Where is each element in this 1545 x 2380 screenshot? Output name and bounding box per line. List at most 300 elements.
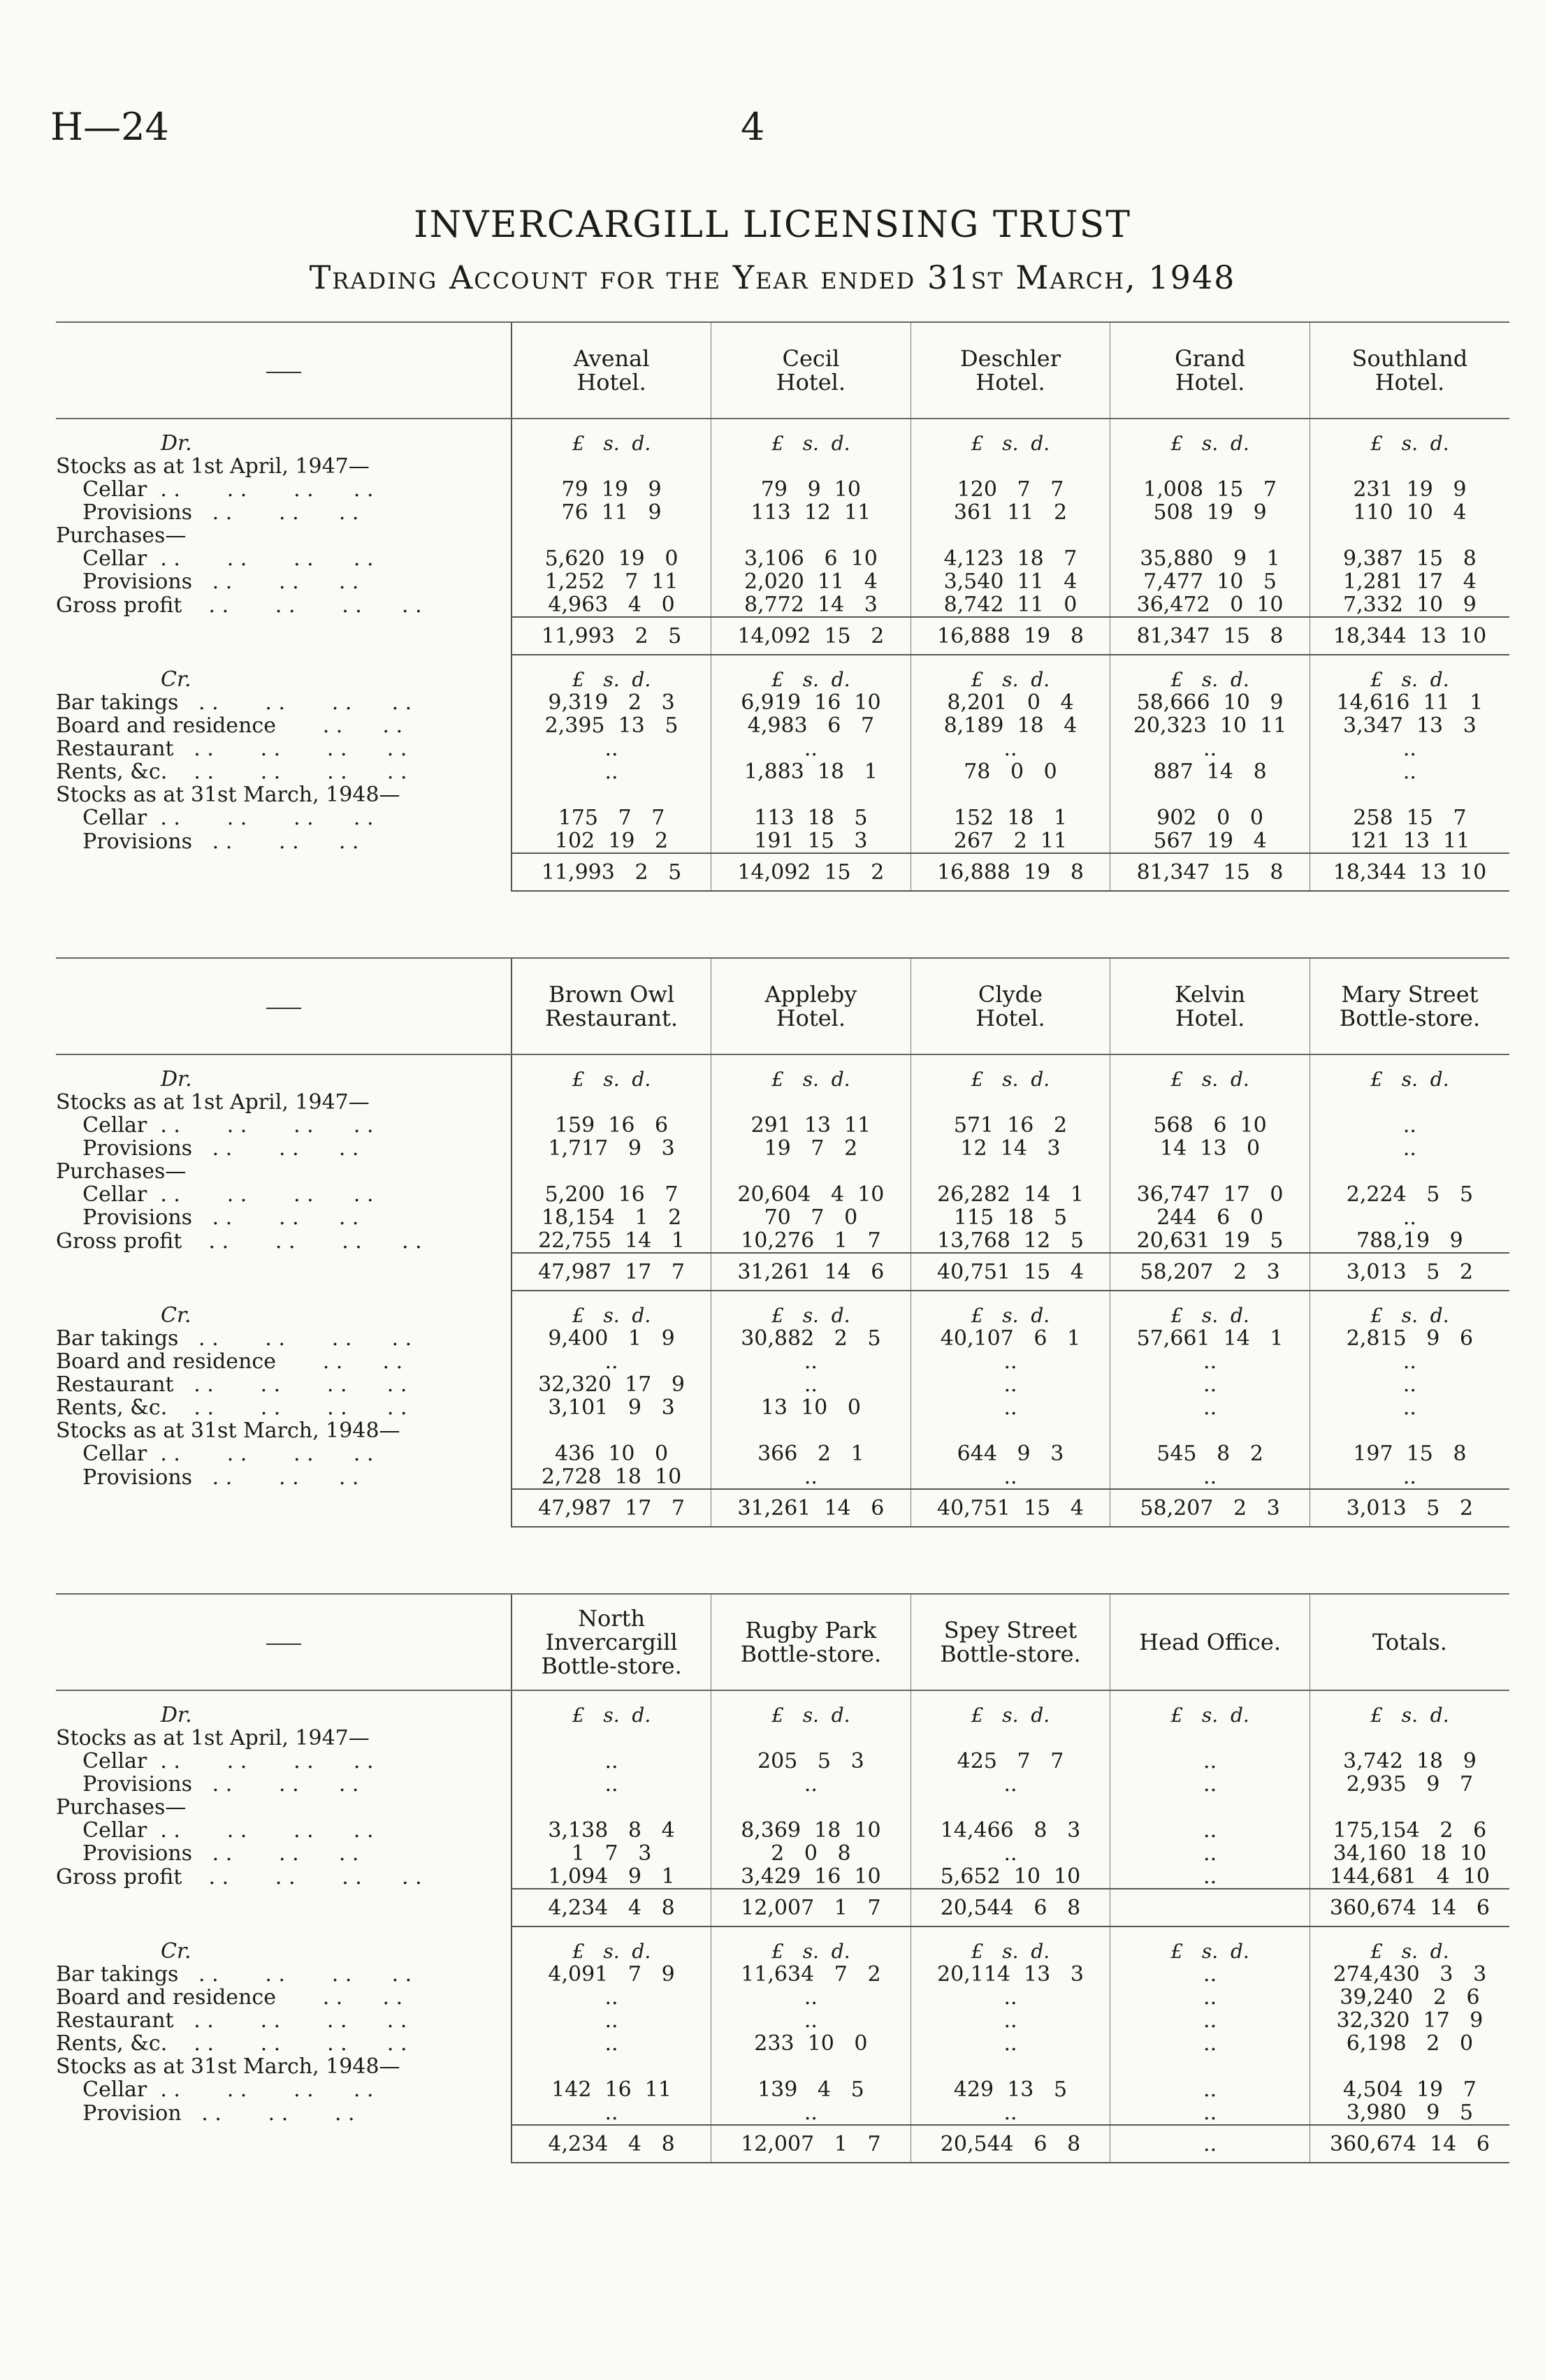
amount-cell: £ s. d. — [1310, 1068, 1509, 1091]
amount-cell: 3,101 9 3 — [512, 1396, 711, 1419]
credit-row — [56, 714, 1509, 737]
credit-heading-row — [56, 1940, 1509, 1963]
amount-cell — [512, 1796, 711, 1819]
amount-cell: 568 6 10 — [1110, 1114, 1310, 1137]
amount-cell: 20,323 10 11 — [1110, 714, 1310, 737]
amount-cell: £ s. d. — [1110, 1704, 1310, 1727]
amount-cell: £ s. d. — [1310, 432, 1509, 455]
amount-cell: 6,198 2 0 — [1310, 2032, 1509, 2055]
amount-cell: 887 14 8 — [1110, 760, 1310, 783]
debit-row — [56, 1160, 1509, 1183]
amount-cell: .. — [1110, 2032, 1310, 2055]
amount-cell — [711, 419, 911, 432]
amount-cell: £ s. d. — [1110, 1068, 1310, 1091]
amount-cell: 110 10 4 — [1310, 501, 1509, 524]
amount-cell: £ s. d. — [911, 1704, 1110, 1727]
amount-cell: 258 15 7 — [1310, 806, 1509, 829]
amount-cell: 120 7 7 — [911, 478, 1110, 501]
amount-cell: 13,768 12 5 — [911, 1229, 1110, 1253]
amount-cell: 291 13 11 — [711, 1114, 911, 1137]
amount-cell — [512, 1927, 711, 1940]
amount-cell — [1310, 1927, 1509, 1940]
row-label: Gross profit . . . . . . . . — [56, 1865, 422, 1889]
amount-cell: 12,007 1 7 — [711, 2125, 911, 2163]
amount-cell — [711, 524, 911, 547]
amount-cell: .. — [1110, 737, 1310, 760]
debit-row — [56, 1819, 1509, 1842]
amount-cell: 7,477 10 5 — [1110, 570, 1310, 593]
amount-cell: 1,281 17 4 — [1310, 570, 1509, 593]
amount-cell — [1110, 419, 1310, 432]
debit-row — [56, 1773, 1509, 1796]
row-label: Purchases— — [56, 1160, 187, 1183]
amount-cell: 18,344 13 10 — [1310, 617, 1509, 655]
amount-cell: 70 7 0 — [711, 1206, 911, 1229]
amount-cell: 1,094 9 1 — [512, 1865, 711, 1889]
amount-cell: 3,429 16 10 — [711, 1865, 911, 1889]
amount-cell — [512, 1160, 711, 1183]
amount-cell: 1,883 18 1 — [711, 760, 911, 783]
row-label: Cellar . . . . . . . . — [56, 806, 374, 829]
row-label: Cellar . . . . . . . . — [56, 1183, 374, 1206]
row-label: Provisions . . . . . . — [56, 1137, 359, 1160]
amount-cell: 8,189 18 4 — [911, 714, 1110, 737]
amount-cell: .. — [512, 1750, 711, 1773]
amount-cell: 360,674 14 6 — [1310, 1889, 1509, 1927]
spacer-row — [56, 1291, 1509, 1304]
credit-row — [56, 829, 1509, 853]
corner-dash — [56, 958, 512, 1054]
amount-cell: .. — [512, 2009, 711, 2032]
row-label: Cr. — [161, 668, 191, 691]
amount-cell — [512, 1054, 711, 1068]
credit-row — [56, 691, 1509, 714]
amount-cell: 11,634 7 2 — [711, 1963, 911, 1986]
amount-cell — [1310, 783, 1509, 806]
amount-cell: 139 4 5 — [711, 2078, 911, 2101]
corner-dash — [56, 1594, 512, 1690]
amount-cell: 274,430 3 3 — [1310, 1963, 1509, 1986]
amount-cell: 644 9 3 — [911, 1442, 1110, 1465]
debit-row — [56, 1727, 1509, 1750]
amount-cell: .. — [512, 1350, 711, 1373]
credit-row — [56, 1419, 1509, 1442]
amount-cell: 567 19 4 — [1110, 829, 1310, 853]
amount-cell: 47,987 17 7 — [512, 1489, 711, 1527]
amount-cell — [1110, 1727, 1310, 1750]
debit-row — [56, 1091, 1509, 1114]
debit-total-row — [56, 617, 1509, 655]
amount-cell: .. — [512, 1986, 711, 2009]
amount-cell — [911, 1419, 1110, 1442]
amount-cell — [911, 2055, 1110, 2078]
amount-cell: 902 0 0 — [1110, 806, 1310, 829]
credit-row — [56, 2032, 1509, 2055]
amount-cell — [1110, 1091, 1310, 1114]
amount-cell — [911, 783, 1110, 806]
amount-cell: 3,138 8 4 — [512, 1819, 711, 1842]
amount-cell — [1310, 655, 1509, 668]
amount-cell — [1110, 1054, 1310, 1068]
amount-cell: 13 10 0 — [711, 1396, 911, 1419]
amount-cell: 3,013 5 2 — [1310, 1253, 1509, 1291]
debit-row — [56, 501, 1509, 524]
amount-cell: 8,369 18 10 — [711, 1819, 911, 1842]
amount-cell: 57,661 14 1 — [1110, 1327, 1310, 1350]
amount-cell: 115 18 5 — [911, 1206, 1110, 1229]
amount-cell: .. — [1310, 1206, 1509, 1229]
account-table-1 — [56, 321, 1509, 892]
amount-cell: .. — [1110, 1773, 1310, 1796]
row-label: Cellar . . . . . . . . — [56, 478, 374, 501]
amount-cell: 244 6 0 — [1110, 1206, 1310, 1229]
amount-cell: 5,620 19 0 — [512, 547, 711, 570]
row-label — [56, 853, 512, 891]
amount-cell — [512, 2055, 711, 2078]
column-header: Deschler Hotel. — [911, 322, 1110, 419]
amount-cell: .. — [911, 1465, 1110, 1489]
amount-cell — [1110, 655, 1310, 668]
amount-cell: .. — [911, 1773, 1110, 1796]
amount-cell: 113 18 5 — [711, 806, 911, 829]
debit-row — [56, 1796, 1509, 1819]
amount-cell — [711, 1091, 911, 1114]
amount-cell — [911, 1927, 1110, 1940]
row-label: Rents, &c. . . . . . . . . — [56, 760, 407, 783]
amount-cell: 152 18 1 — [911, 806, 1110, 829]
amount-cell: 58,207 2 3 — [1110, 1489, 1310, 1527]
amount-cell: .. — [911, 1986, 1110, 2009]
amount-cell — [1310, 1291, 1509, 1304]
row-label: Stocks as at 1st April, 1947— — [56, 1727, 370, 1750]
row-label: Bar takings . . . . . . . . — [56, 1963, 412, 1986]
page-number: 4 — [741, 105, 765, 149]
amount-cell: 16,888 19 8 — [911, 853, 1110, 891]
debit-row — [56, 1229, 1509, 1253]
amount-cell: 1,717 9 3 — [512, 1137, 711, 1160]
credit-row — [56, 1986, 1509, 2009]
amount-cell: .. — [1110, 2078, 1310, 2101]
amount-cell: 113 12 11 — [711, 501, 911, 524]
amount-cell: 4,504 19 7 — [1310, 2078, 1509, 2101]
credit-row — [56, 737, 1509, 760]
amount-cell: .. — [1110, 1986, 1310, 2009]
amount-cell — [512, 1291, 711, 1304]
account-table-3 — [56, 1593, 1509, 2163]
amount-cell: 4,234 4 8 — [512, 1889, 711, 1927]
amount-cell — [1310, 455, 1509, 478]
amount-cell: 2,020 11 4 — [711, 570, 911, 593]
amount-cell: 19 7 2 — [711, 1137, 911, 1160]
column-header: Southland Hotel. — [1310, 322, 1509, 419]
amount-cell: £ s. d. — [1110, 1940, 1310, 1963]
amount-cell: 3,980 9 5 — [1310, 2101, 1509, 2125]
amount-cell: 31,261 14 6 — [711, 1253, 911, 1291]
amount-cell: £ s. d. — [1310, 668, 1509, 691]
credit-row — [56, 2009, 1509, 2032]
amount-cell — [911, 1690, 1110, 1704]
amount-cell: 79 9 10 — [711, 478, 911, 501]
amount-cell: 2,935 9 7 — [1310, 1773, 1509, 1796]
amount-cell: .. — [1310, 1373, 1509, 1396]
amount-cell: 102 19 2 — [512, 829, 711, 853]
column-header: Kelvin Hotel. — [1110, 958, 1310, 1054]
amount-cell: £ s. d. — [911, 1940, 1110, 1963]
row-label: Bar takings . . . . . . . . — [56, 1327, 412, 1350]
row-label — [56, 419, 512, 432]
debit-row — [56, 524, 1509, 547]
credit-row — [56, 1963, 1509, 1986]
row-label: Cellar . . . . . . . . — [56, 2078, 374, 2101]
amount-cell — [1310, 1796, 1509, 1819]
amount-cell: £ s. d. — [911, 1304, 1110, 1327]
amount-cell: 32,320 17 9 — [512, 1373, 711, 1396]
amount-cell — [1110, 2055, 1310, 2078]
amount-cell: .. — [1110, 2009, 1310, 2032]
column-header: Grand Hotel. — [1110, 322, 1310, 419]
amount-cell: 32,320 17 9 — [1310, 2009, 1509, 2032]
amount-cell — [1310, 1419, 1509, 1442]
debit-row — [56, 1183, 1509, 1206]
amount-cell: 6,919 16 10 — [711, 691, 911, 714]
credit-total-row — [56, 2125, 1509, 2163]
amount-cell: .. — [512, 760, 711, 783]
amount-cell: 34,160 18 10 — [1310, 1842, 1509, 1865]
amount-cell: .. — [1110, 1963, 1310, 1986]
column-header: Mary Street Bottle-store. — [1310, 958, 1509, 1054]
debit-heading-row — [56, 432, 1509, 455]
amount-cell: £ s. d. — [1310, 1304, 1509, 1327]
row-label: Cellar . . . . . . . . — [56, 1114, 374, 1137]
amount-cell: 4,091 7 9 — [512, 1963, 711, 1986]
amount-cell: .. — [1310, 1114, 1509, 1137]
debit-row — [56, 478, 1509, 501]
amount-cell — [1110, 1690, 1310, 1704]
amount-cell: 121 13 11 — [1310, 829, 1509, 853]
amount-cell: £ s. d. — [512, 1304, 711, 1327]
amount-cell: .. — [1110, 2101, 1310, 2125]
amount-cell: .. — [911, 2009, 1110, 2032]
amount-cell — [711, 1419, 911, 1442]
amount-cell: £ s. d. — [911, 432, 1110, 455]
row-label: Cellar . . . . . . . . — [56, 1442, 374, 1465]
corner-dash — [56, 322, 512, 419]
amount-cell: 20,544 6 8 — [911, 2125, 1110, 2163]
debit-row — [56, 593, 1509, 617]
amount-cell: 233 10 0 — [711, 2032, 911, 2055]
amount-cell: .. — [911, 1373, 1110, 1396]
amount-cell: 2,728 18 10 — [512, 1465, 711, 1489]
amount-cell — [1310, 1727, 1509, 1750]
amount-cell: 14,092 15 2 — [711, 853, 911, 891]
amount-cell: 429 13 5 — [911, 2078, 1110, 2101]
amount-cell: 78 0 0 — [911, 760, 1110, 783]
amount-cell: .. — [711, 1373, 911, 1396]
row-label — [56, 1253, 512, 1291]
row-label: Bar takings . . . . . . . . — [56, 691, 412, 714]
column-header: Totals. — [1310, 1594, 1509, 1690]
credit-row — [56, 2101, 1509, 2125]
amount-cell: .. — [711, 737, 911, 760]
row-label: Purchases— — [56, 524, 187, 547]
amount-cell: 436 10 0 — [512, 1442, 711, 1465]
amount-cell: 545 8 2 — [1110, 1442, 1310, 1465]
amount-cell: .. — [1110, 1750, 1310, 1773]
amount-cell — [512, 1727, 711, 1750]
amount-cell — [711, 783, 911, 806]
amount-cell — [711, 2055, 911, 2078]
amount-cell: 2 0 8 — [711, 1842, 911, 1865]
amount-cell: £ s. d. — [1110, 432, 1310, 455]
amount-cell: .. — [1110, 1842, 1310, 1865]
spacer-row — [56, 419, 1509, 432]
amount-cell: .. — [911, 2101, 1110, 2125]
amount-cell: £ s. d. — [711, 1304, 911, 1327]
amount-cell — [711, 455, 911, 478]
row-label — [56, 1690, 512, 1704]
amount-cell: 81,347 15 8 — [1110, 853, 1310, 891]
amount-cell: 5,652 10 10 — [911, 1865, 1110, 1889]
spacer-row — [56, 1690, 1509, 1704]
amount-cell — [911, 1091, 1110, 1114]
row-label — [56, 1291, 512, 1304]
column-header: Head Office. — [1110, 1594, 1310, 1690]
amount-cell — [711, 1727, 911, 1750]
amount-cell: 2,815 9 6 — [1310, 1327, 1509, 1350]
credit-row — [56, 2078, 1509, 2101]
amount-cell: 14,092 15 2 — [711, 617, 911, 655]
row-label: Stocks as at 31st March, 1948— — [56, 783, 400, 806]
column-header: North Invercargill Bottle-store. — [512, 1594, 711, 1690]
debit-row — [56, 547, 1509, 570]
amount-cell — [1110, 1160, 1310, 1183]
amount-cell: 508 19 9 — [1110, 501, 1310, 524]
amount-cell: 788,19 9 — [1310, 1229, 1509, 1253]
row-label: Board and residence . . . . — [56, 714, 403, 737]
amount-cell — [1110, 1889, 1310, 1927]
amount-cell: .. — [911, 1396, 1110, 1419]
amount-cell: 31,261 14 6 — [711, 1489, 911, 1527]
amount-cell — [1310, 1091, 1509, 1114]
amount-cell: £ s. d. — [911, 668, 1110, 691]
amount-cell: 14,616 11 1 — [1310, 691, 1509, 714]
amount-cell — [711, 655, 911, 668]
amount-cell: 142 16 11 — [512, 2078, 711, 2101]
credit-row — [56, 806, 1509, 829]
row-label: Stocks as at 1st April, 1947— — [56, 1091, 370, 1114]
debit-row — [56, 455, 1509, 478]
amount-cell — [911, 524, 1110, 547]
row-label — [56, 1054, 512, 1068]
amount-cell: 2,224 5 5 — [1310, 1183, 1509, 1206]
row-label: Cellar . . . . . . . . — [56, 1750, 374, 1773]
amount-cell: 197 15 8 — [1310, 1442, 1509, 1465]
debit-row — [56, 1206, 1509, 1229]
page-reference: H—24 — [50, 105, 169, 149]
row-label — [56, 1889, 512, 1927]
amount-cell — [1310, 1690, 1509, 1704]
row-label — [56, 1927, 512, 1940]
amount-cell: 9,387 15 8 — [1310, 547, 1509, 570]
amount-cell: 361 11 2 — [911, 501, 1110, 524]
credit-heading-row — [56, 668, 1509, 691]
amount-cell: 12 14 3 — [911, 1137, 1110, 1160]
amount-cell: .. — [512, 737, 711, 760]
amount-cell: 5,200 16 7 — [512, 1183, 711, 1206]
debit-row — [56, 1750, 1509, 1773]
amount-cell: 40,751 15 4 — [911, 1253, 1110, 1291]
amount-cell: 191 15 3 — [711, 829, 911, 853]
amount-cell: .. — [1310, 737, 1509, 760]
amount-cell: £ s. d. — [512, 668, 711, 691]
row-label: Rents, &c. . . . . . . . . — [56, 2032, 407, 2055]
row-label: Gross profit . . . . . . . . — [56, 593, 422, 617]
amount-cell: 1,252 7 11 — [512, 570, 711, 593]
amount-cell — [1310, 1160, 1509, 1183]
amount-cell: £ s. d. — [711, 1704, 911, 1727]
amount-cell: 1 7 3 — [512, 1842, 711, 1865]
amount-cell: .. — [512, 2101, 711, 2125]
amount-cell: 8,772 14 3 — [711, 593, 911, 617]
amount-cell — [1110, 524, 1310, 547]
amount-cell: 3,347 13 3 — [1310, 714, 1509, 737]
amount-cell — [711, 1690, 911, 1704]
amount-cell — [1110, 1796, 1310, 1819]
spacer-row — [56, 1927, 1509, 1940]
amount-cell: 81,347 15 8 — [1110, 617, 1310, 655]
amount-cell: 1,008 15 7 — [1110, 478, 1310, 501]
debit-row — [56, 1114, 1509, 1137]
row-label: Restaurant . . . . . . . . — [56, 1373, 407, 1396]
row-label: Dr. — [161, 1704, 192, 1727]
row-label: Cellar . . . . . . . . — [56, 547, 374, 570]
amount-cell — [711, 1291, 911, 1304]
amount-cell — [1110, 1419, 1310, 1442]
amount-cell: .. — [1310, 1137, 1509, 1160]
amount-cell: .. — [911, 1842, 1110, 1865]
row-label — [56, 1489, 512, 1527]
amount-cell: 8,201 0 4 — [911, 691, 1110, 714]
amount-cell: 2,395 13 5 — [512, 714, 711, 737]
amount-cell: .. — [911, 737, 1110, 760]
amount-cell: 159 16 6 — [512, 1114, 711, 1137]
row-label: Cr. — [161, 1940, 191, 1963]
row-label: Stocks as at 31st March, 1948— — [56, 1419, 400, 1442]
amount-cell — [911, 1160, 1110, 1183]
row-label: Rents, &c. . . . . . . . . — [56, 1396, 407, 1419]
amount-cell: 4,123 18 7 — [911, 547, 1110, 570]
amount-cell: 175 7 7 — [512, 806, 711, 829]
amount-cell: .. — [512, 2032, 711, 2055]
amount-cell: 7,332 10 9 — [1310, 593, 1509, 617]
row-label: Provisions . . . . . . — [56, 1465, 359, 1489]
amount-cell: 40,751 15 4 — [911, 1489, 1110, 1527]
debit-row — [56, 570, 1509, 593]
amount-cell: 205 5 3 — [711, 1750, 911, 1773]
amount-cell: 231 19 9 — [1310, 478, 1509, 501]
row-label: Restaurant . . . . . . . . — [56, 737, 407, 760]
spacer-row — [56, 1054, 1509, 1068]
amount-cell: .. — [1110, 2125, 1310, 2163]
amount-cell: 10,276 1 7 — [711, 1229, 911, 1253]
amount-cell — [512, 455, 711, 478]
credit-row — [56, 1373, 1509, 1396]
amount-cell: .. — [1110, 1350, 1310, 1373]
credit-row — [56, 2055, 1509, 2078]
amount-cell: 366 2 1 — [711, 1442, 911, 1465]
amount-cell: £ s. d. — [911, 1068, 1110, 1091]
amount-cell: 36,747 17 0 — [1110, 1183, 1310, 1206]
